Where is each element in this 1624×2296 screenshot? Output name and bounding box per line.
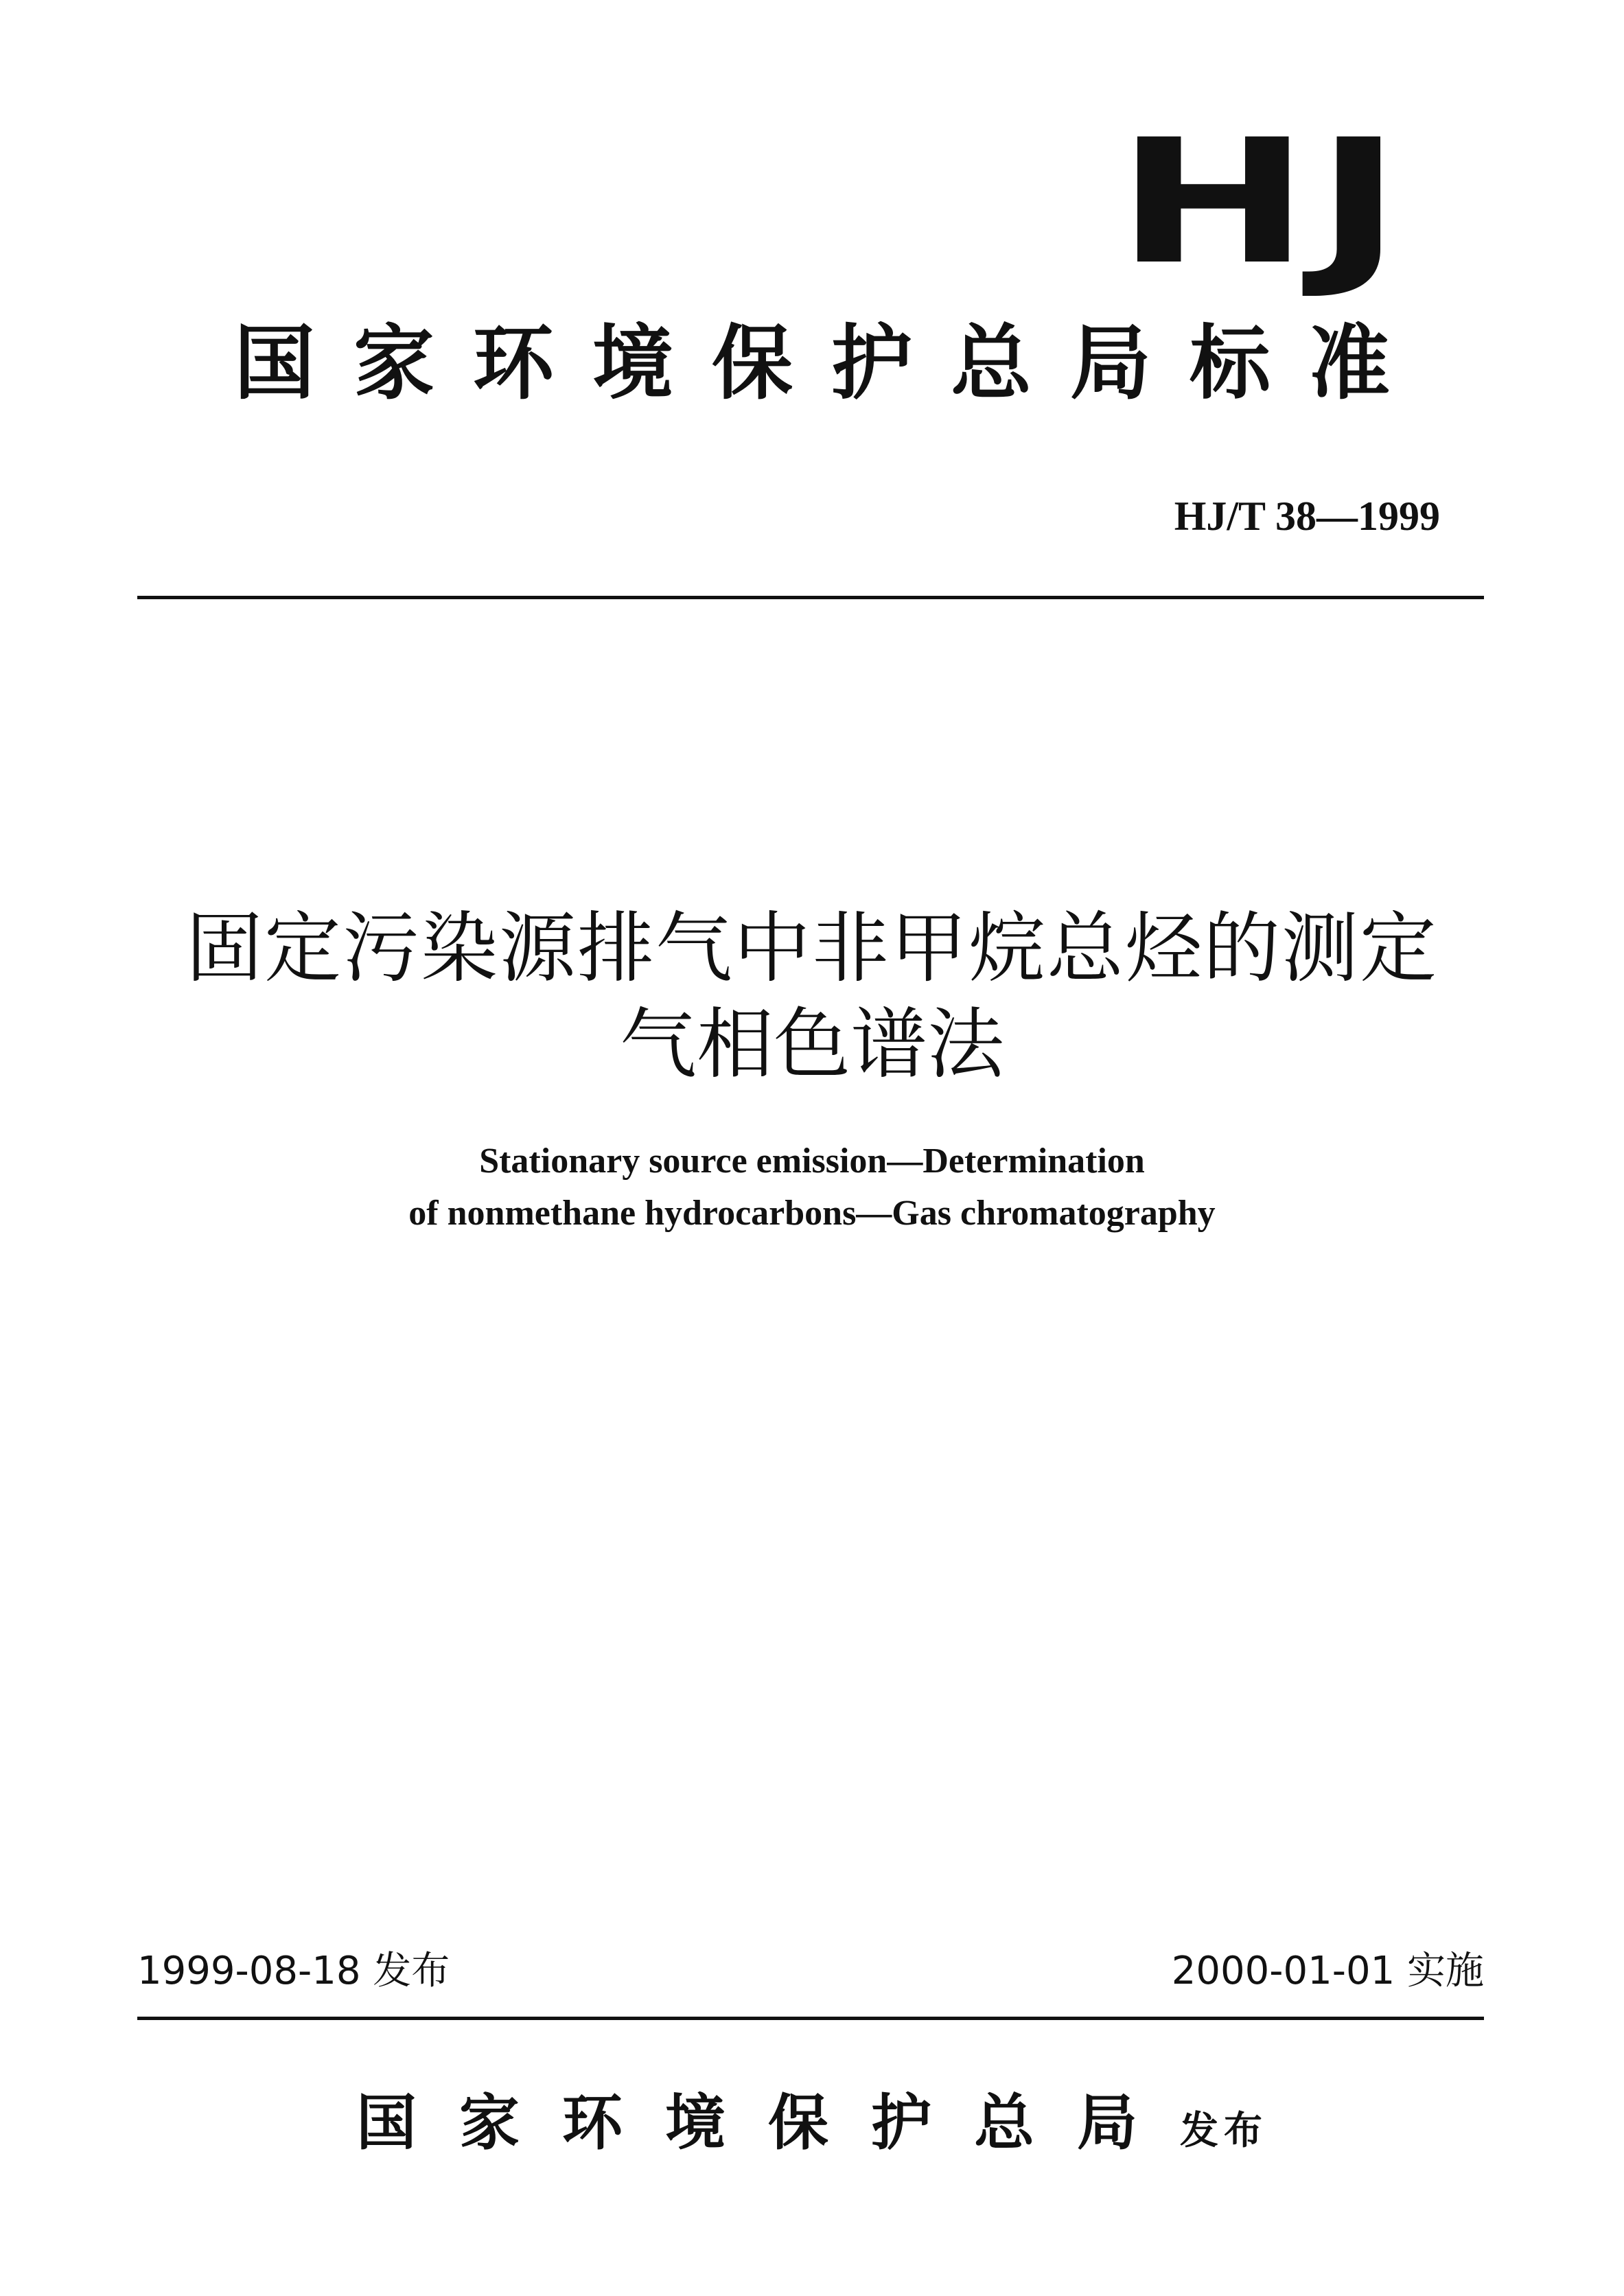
issue-date: 1999-08-18 发布 [137, 1949, 450, 1993]
standard-number: HJ/T 38—1999 [1174, 494, 1440, 539]
chinese-title-line-1: 固定污染源排气中非甲烷总烃的测定 [186, 904, 1438, 993]
publisher-name: 国家环境保护总局 [356, 2087, 1180, 2158]
publisher-line [0, 2087, 1624, 2158]
standard-type-heading: 国家环境保护总局标准 [233, 315, 1428, 410]
top-divider [137, 596, 1484, 599]
english-title-line-1: Stationary source emission—Determination [479, 1141, 1145, 1181]
publisher-action: 发布 [1180, 2108, 1268, 2153]
chinese-title-line-2: 气相色谱法 [620, 1000, 1004, 1089]
english-title-line-2: of nonmethane hydrocarbons—Gas chromatography [408, 1194, 1216, 1233]
bottom-divider [137, 2017, 1484, 2020]
implementation-date: 2000-01-01 实施 [1171, 1949, 1484, 1993]
hj-logo: HJ [1115, 102, 1407, 302]
